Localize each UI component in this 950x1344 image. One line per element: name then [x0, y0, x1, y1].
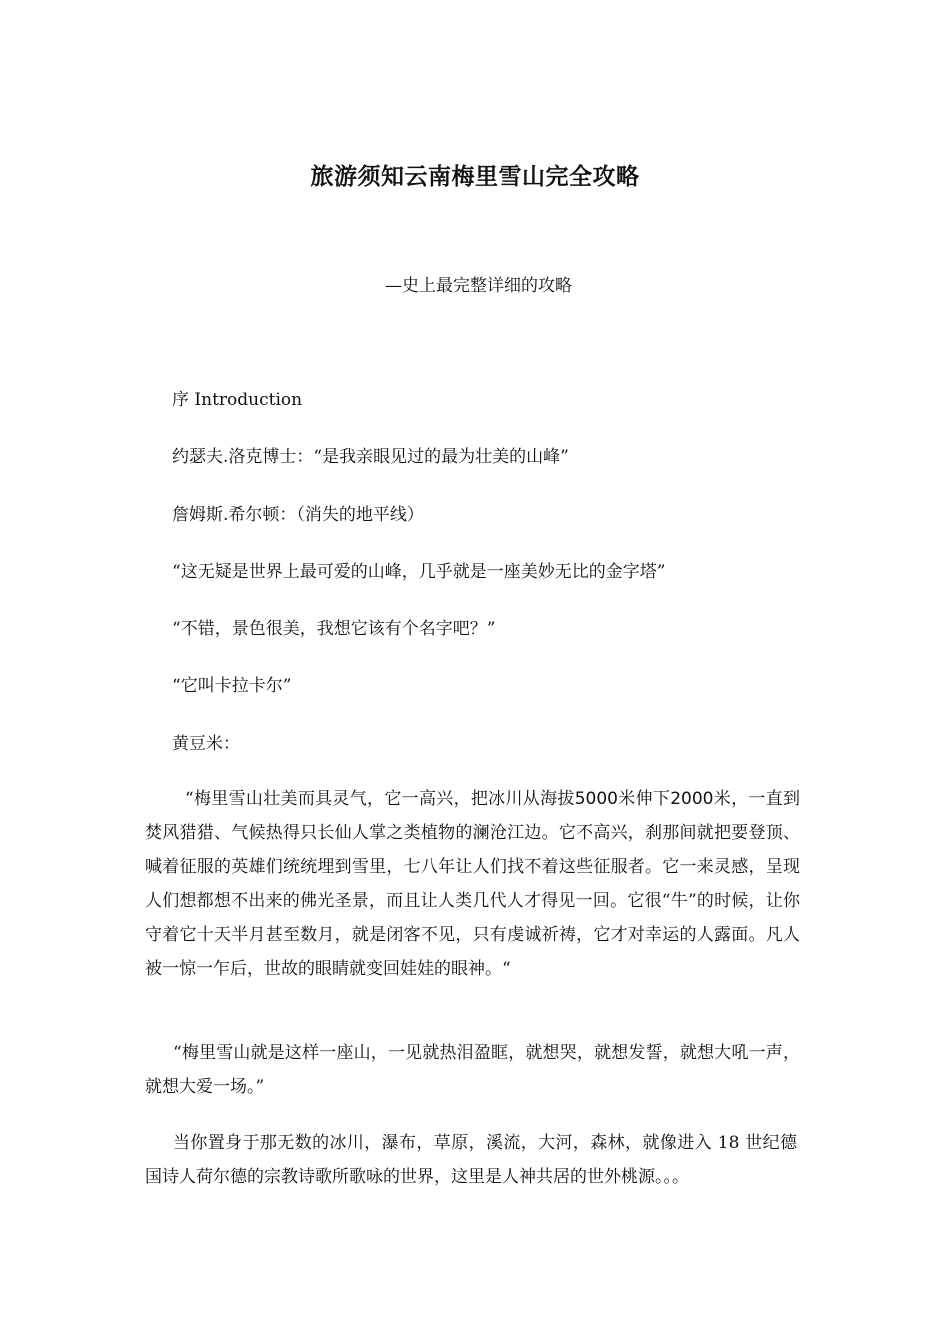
- document-title: 旅游须知云南梅里雪山完全攻略: [310, 163, 640, 190]
- paragraph-text: “梅里雪山壮美而具灵气，它一高兴，把冰川从海拔: [185, 789, 575, 809]
- body-paragraph: 当你置身于那无数的冰川，瀑布，草原，溪流，大河，森林，就像进入 18 世纪德国诗人荷尔德的宗教诗歌所歌咏的世界，这里是人神共居的世外桃源。。。: [145, 1133, 797, 1187]
- quote-line: “它叫卡拉卡尔”: [172, 676, 292, 696]
- body-paragraph: [145, 782, 800, 986]
- altitude-value: 2000: [670, 789, 714, 809]
- paragraph-text: 米，一直到焚风猎猎、气候热得只长仙人掌之类植物的澜沧江边。它不高兴，刹那间就把要登顶、喊着征服的英雄们统统埋到雪里，七八年让人们找不着这些征服者。它一来灵感，呈现人们想都想不出来的佛光圣景，而且让人类几代人才得见一回。它很“牛”的时候，让你守着它十天半月甚至数月，就是闭客不见，只有虔诚祈祷，它才对幸运的人露面。凡人被一惊一乍后，世故的眼睛就变回娃娃的眼神。“: [145, 789, 801, 979]
- paragraph-text: 米伸下: [617, 789, 671, 809]
- quote-line: “这无疑是世界上最可爱的山峰，几乎就是一座美妙无比的金字塔”: [172, 562, 666, 582]
- body-paragraph: “梅里雪山就是这样一座山，一见就热泪盈眶，就想哭，就想发誓，就想大吼一声，就想大爱一场。”: [145, 1043, 800, 1097]
- altitude-value: 5000: [574, 789, 618, 809]
- document-subtitle: —史上最完整详细的攻略: [385, 276, 572, 296]
- intro-heading: 序 Introduction: [172, 390, 303, 410]
- quote-line: “不错，景色很美，我想它该有个名字吧？”: [172, 619, 496, 639]
- quote-line: 约瑟夫.洛克博士：“是我亲眼见过的最为壮美的山峰”: [172, 447, 569, 467]
- quote-line: 黄豆米：: [172, 734, 240, 754]
- quote-line: 詹姆斯.希尔顿：（消失的地平线）: [172, 505, 424, 525]
